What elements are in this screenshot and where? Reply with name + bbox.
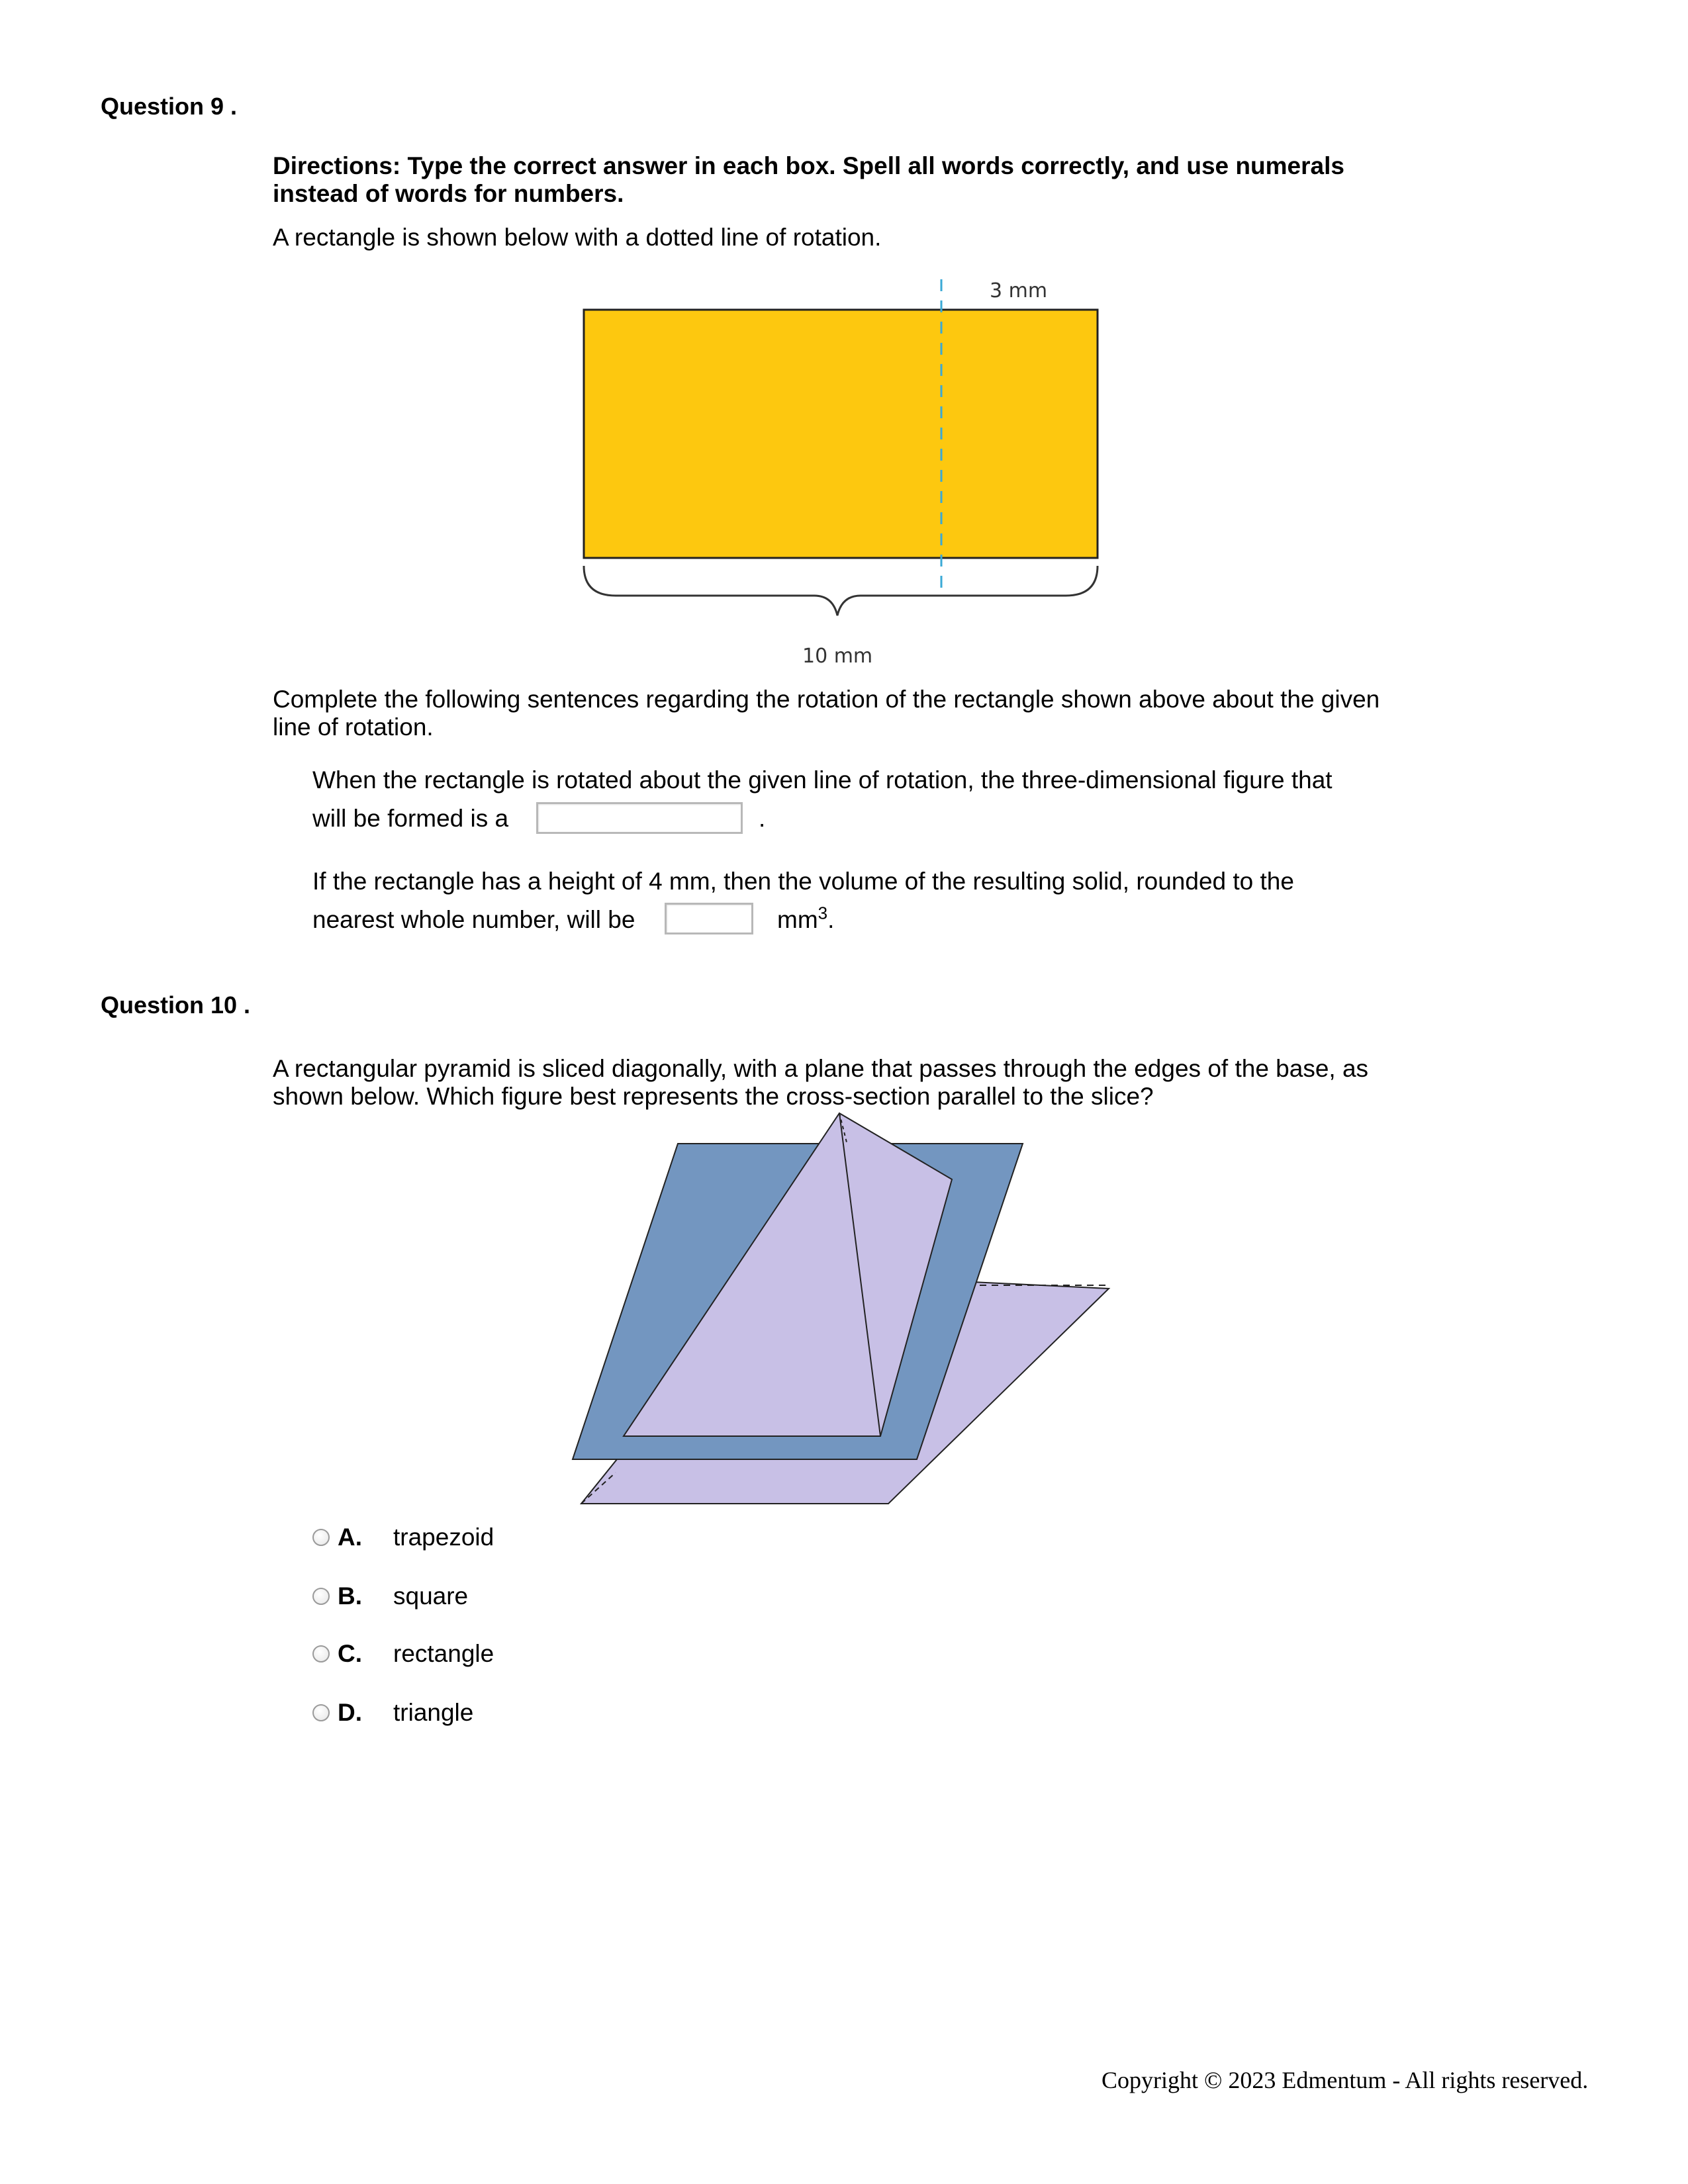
- width-brace: [584, 566, 1098, 615]
- unit-exponent: 3: [818, 903, 828, 923]
- choice-a-letter: A.: [338, 1524, 362, 1551]
- sentence-1-line-2: will be formed is a: [312, 805, 509, 832]
- choice-c-text: rectangle: [393, 1640, 494, 1667]
- unit-period: .: [827, 906, 835, 933]
- answer-1-input[interactable]: [536, 802, 743, 834]
- sentence-2-line-2: nearest whole number, will be: [312, 906, 635, 933]
- unit-base: mm: [777, 906, 818, 933]
- volume-unit: [777, 903, 835, 934]
- question-10-prompt: A rectangular pyramid is sliced diagonally, with a plane that passes through the edges of the base, as shown below. Which figure best represents the cross-section parallel to the slice?: [273, 1055, 1369, 1110]
- segment-label: 3 mm: [990, 279, 1048, 302]
- choice-b-radio[interactable]: [312, 1588, 330, 1605]
- question-9-prompt: Complete the following sentences regarding the rotation of the rectangle shown above about the given line of rotation.: [273, 686, 1380, 741]
- sentence-2-line-1: If the rectangle has a height of 4 mm, then the volume of the resulting solid, rounded to the: [312, 868, 1294, 895]
- choice-c-radio[interactable]: [312, 1645, 330, 1662]
- choice-b-letter: B.: [338, 1582, 362, 1610]
- answer-2-input[interactable]: [665, 903, 753, 934]
- width-label: 10 mm: [802, 645, 873, 668]
- choice-a-radio[interactable]: [312, 1529, 330, 1546]
- question-9-intro: A rectangle is shown below with a dotted line of rotation.: [273, 224, 882, 251]
- question-10-title: Question 10 .: [101, 991, 251, 1019]
- choice-a-text: trapezoid: [393, 1524, 494, 1551]
- choice-d-text: triangle: [393, 1699, 474, 1726]
- choice-d-radio[interactable]: [312, 1704, 330, 1721]
- sliced-pyramid-figure: [569, 1105, 1119, 1509]
- rectangle-rotation-figure: [569, 265, 1125, 675]
- sentence-1-line-1: When the rectangle is rotated about the given line of rotation, the three-dimensional figure that: [312, 766, 1333, 794]
- yellow-rectangle: [584, 310, 1098, 558]
- copyright-footer: Copyright © 2023 Edmentum - All rights reserved.: [1102, 2067, 1589, 2093]
- question-9-title: Question 9 .: [101, 93, 238, 120]
- directions-text: Directions: Type the correct answer in each box. Spell all words correctly, and use numerals instead of words for numbers.: [273, 152, 1344, 207]
- choice-b-text: square: [393, 1582, 469, 1610]
- choice-c-letter: C.: [338, 1640, 362, 1667]
- choice-d-letter: D.: [338, 1699, 362, 1726]
- sentence-1-period: .: [759, 805, 766, 832]
